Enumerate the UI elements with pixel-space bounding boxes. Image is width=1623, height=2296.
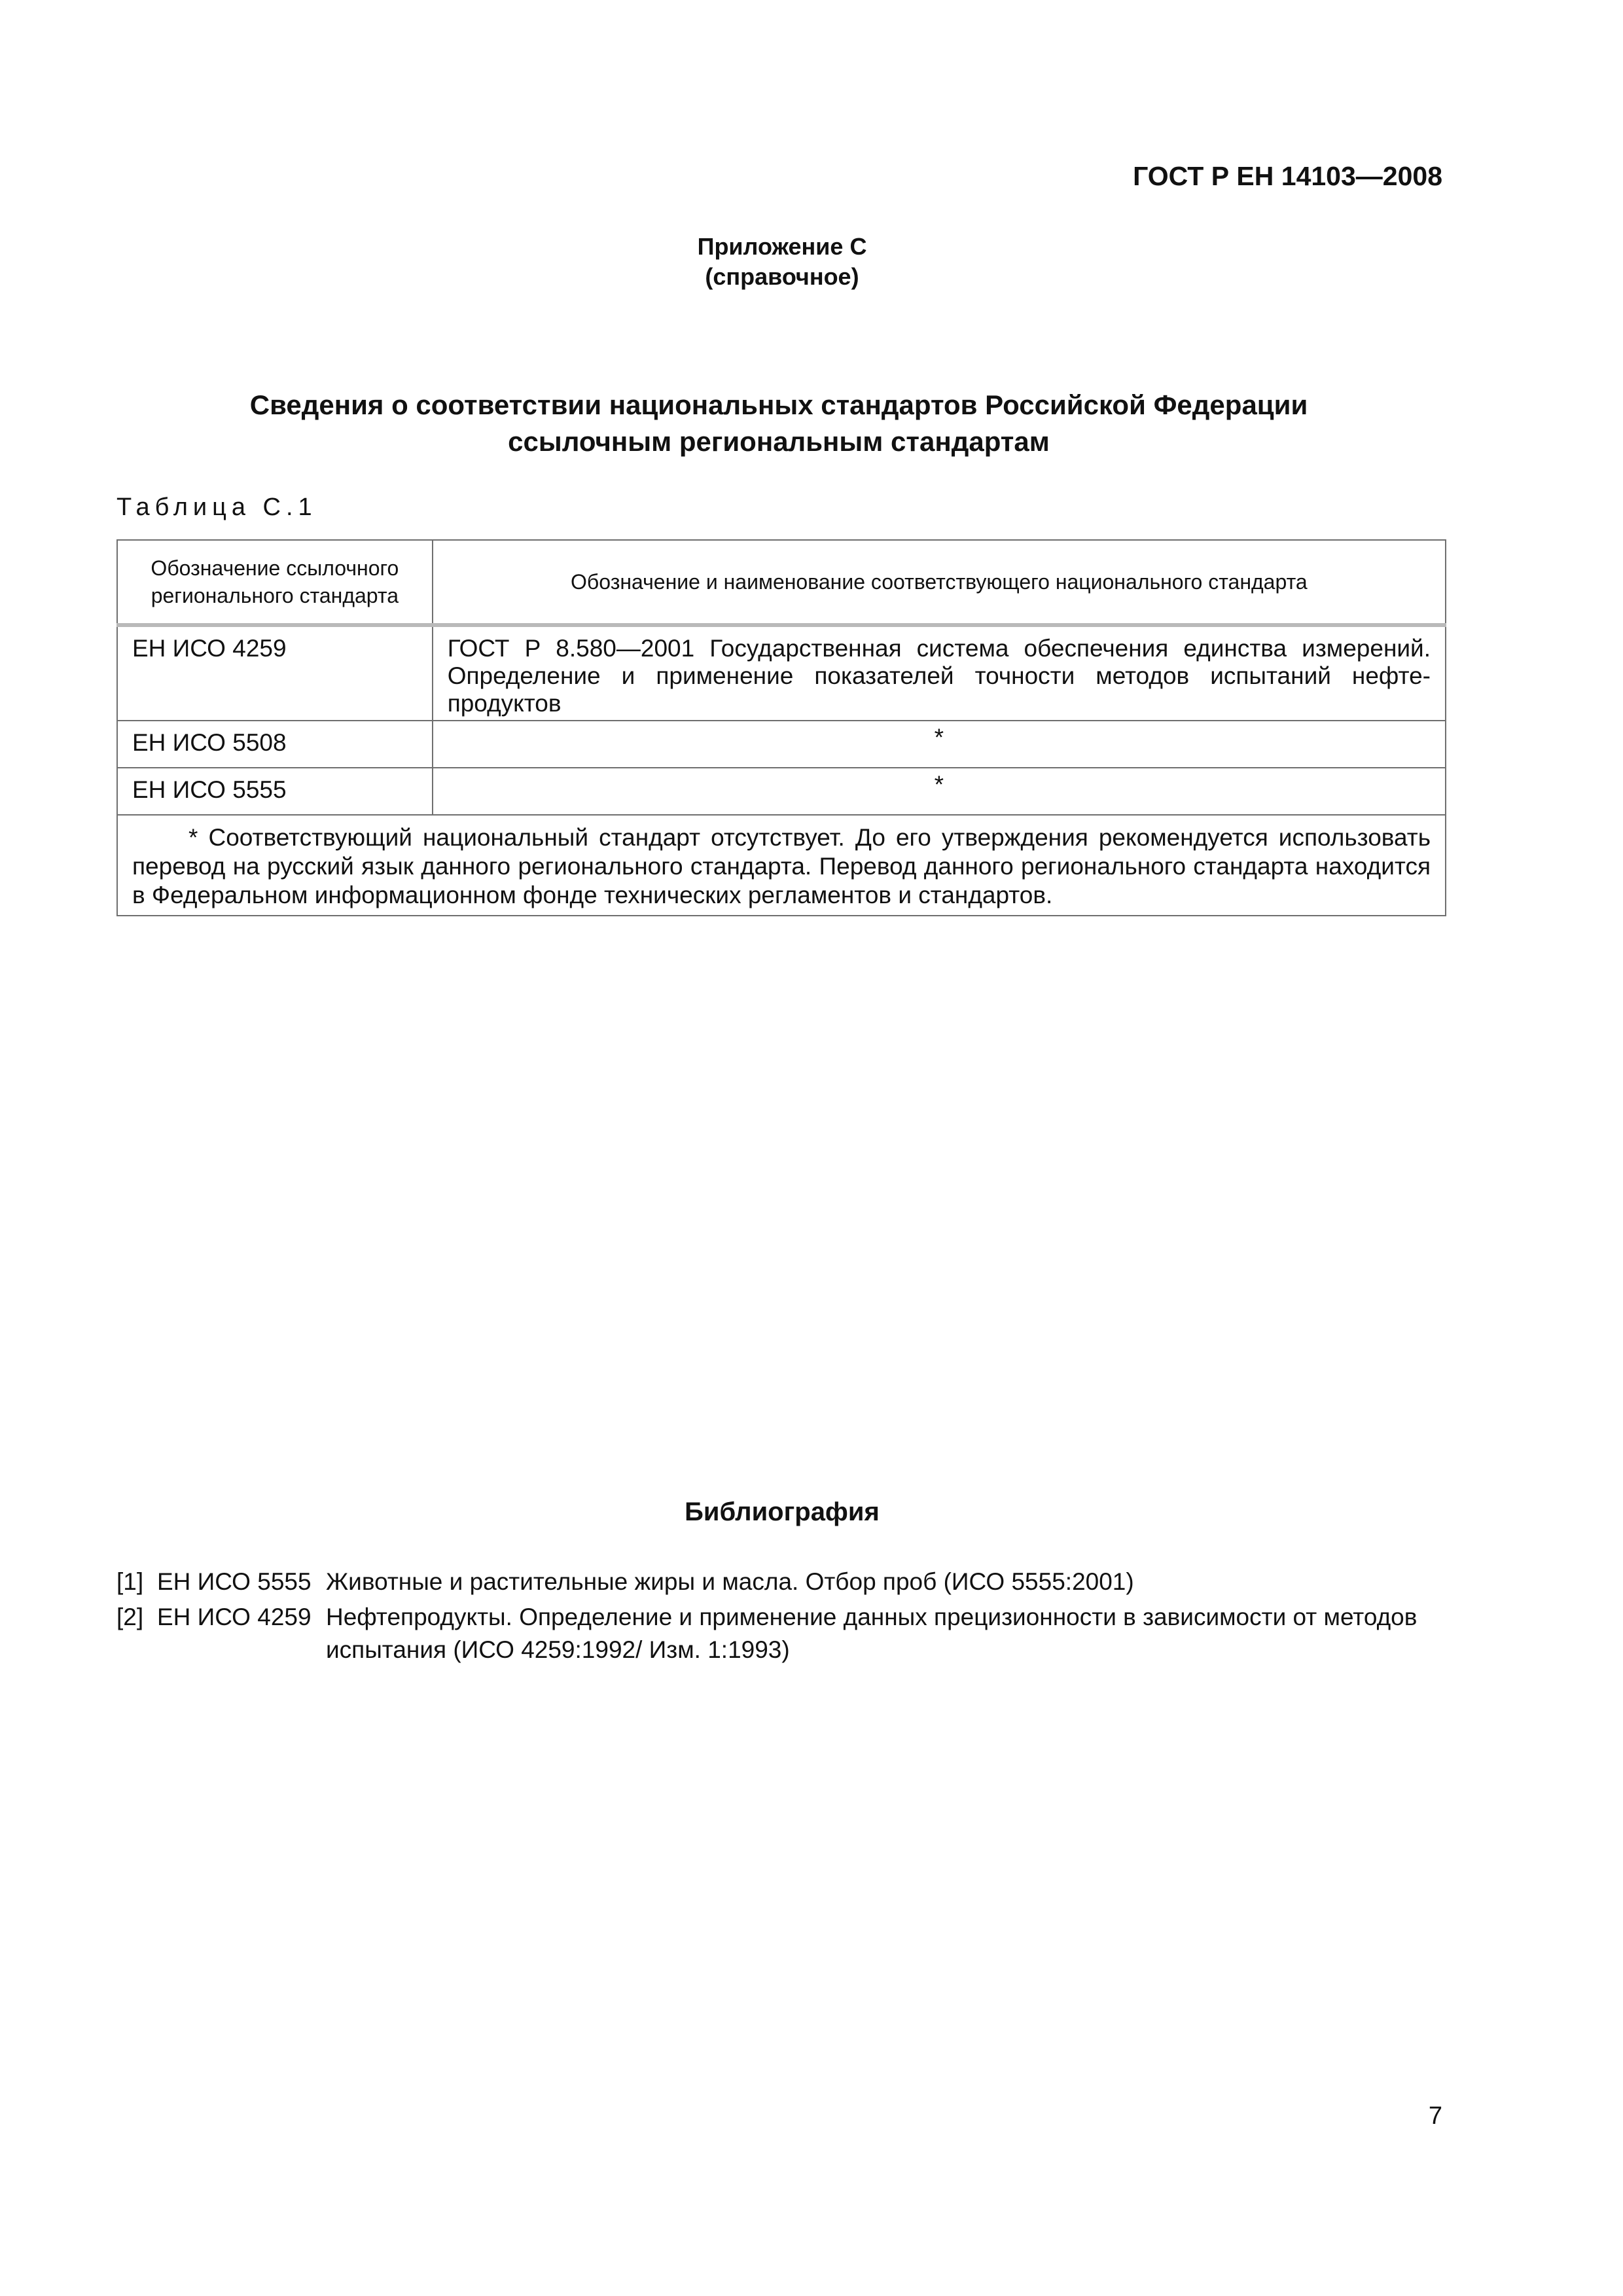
table-header-national-standard: Обозначение и наименование соответствующего национального стандарта <box>433 540 1446 625</box>
table-row <box>117 625 1446 721</box>
table-footnote-text: * Соответствующий национальный стандарт отсутствует. До его утверждения рекомендуется использовать перевод на русский язык данного регионального стандарта. Перевод данного регионального стандарта находится в Федеральном информационном фонде технических регламентов и стандартов. <box>132 824 1431 908</box>
table-row <box>117 721 1446 768</box>
bibliography-entry <box>116 1601 1452 1666</box>
bibliography-entry-text-continued: испытания (ИСО 4259:1992/ Изм. 1:1993) <box>326 1636 790 1663</box>
standards-correspondence-table <box>116 539 1446 916</box>
bibliography-entry-ref: ЕН ИСО 4259 <box>157 1604 312 1630</box>
bibliography-entry-text: Нефтепродукты. Определение и применение данных прецизионности в зависимости от методов <box>326 1604 1418 1630</box>
bibliography-entry-number: [1] <box>116 1568 144 1595</box>
regional-standard-code: ЕН ИСО 5508 <box>117 721 433 768</box>
annex-title: Приложение С <box>697 233 867 260</box>
bibliography-entry <box>116 1566 1452 1598</box>
annex-subtitle: (справочное) <box>705 263 859 290</box>
bibliography-title: Библиография <box>685 1498 880 1526</box>
bibliography-entry-ref: ЕН ИСО 5555 <box>157 1568 312 1595</box>
national-standard-absent-mark: * <box>433 721 1446 768</box>
table-caption: Таблица С.1 <box>116 493 317 521</box>
bibliography-entry-text: Животные и растительные жиры и масла. Отбор проб (ИСО 5555:2001) <box>326 1568 1134 1595</box>
section-title-line-1: Сведения о соответствии национальных стандартов Российской Федерации <box>249 389 1308 420</box>
document-code: ГОСТ Р ЕН 14103—2008 <box>1133 161 1442 191</box>
table-footnote <box>117 815 1446 916</box>
table-row <box>117 768 1446 815</box>
bibliography-entry-number: [2] <box>116 1604 144 1630</box>
national-standard-description: ГОСТ Р 8.580—2001 Государственная система обеспечения единства измерений. Определение и применение показателей точности методов испытаний нефте-продуктов <box>433 625 1446 721</box>
table-footnote-row <box>117 815 1446 916</box>
table-header-regional-standard: Обозначение ссылочного регионального стандарта <box>117 540 433 625</box>
table-header-row <box>117 540 1446 625</box>
national-standard-absent-mark: * <box>433 768 1446 815</box>
regional-standard-code: ЕН ИСО 4259 <box>117 625 433 721</box>
regional-standard-code: ЕН ИСО 5555 <box>117 768 433 815</box>
page-number: 7 <box>1428 2102 1442 2130</box>
section-title-line-2: ссылочным региональным стандартам <box>508 426 1050 457</box>
